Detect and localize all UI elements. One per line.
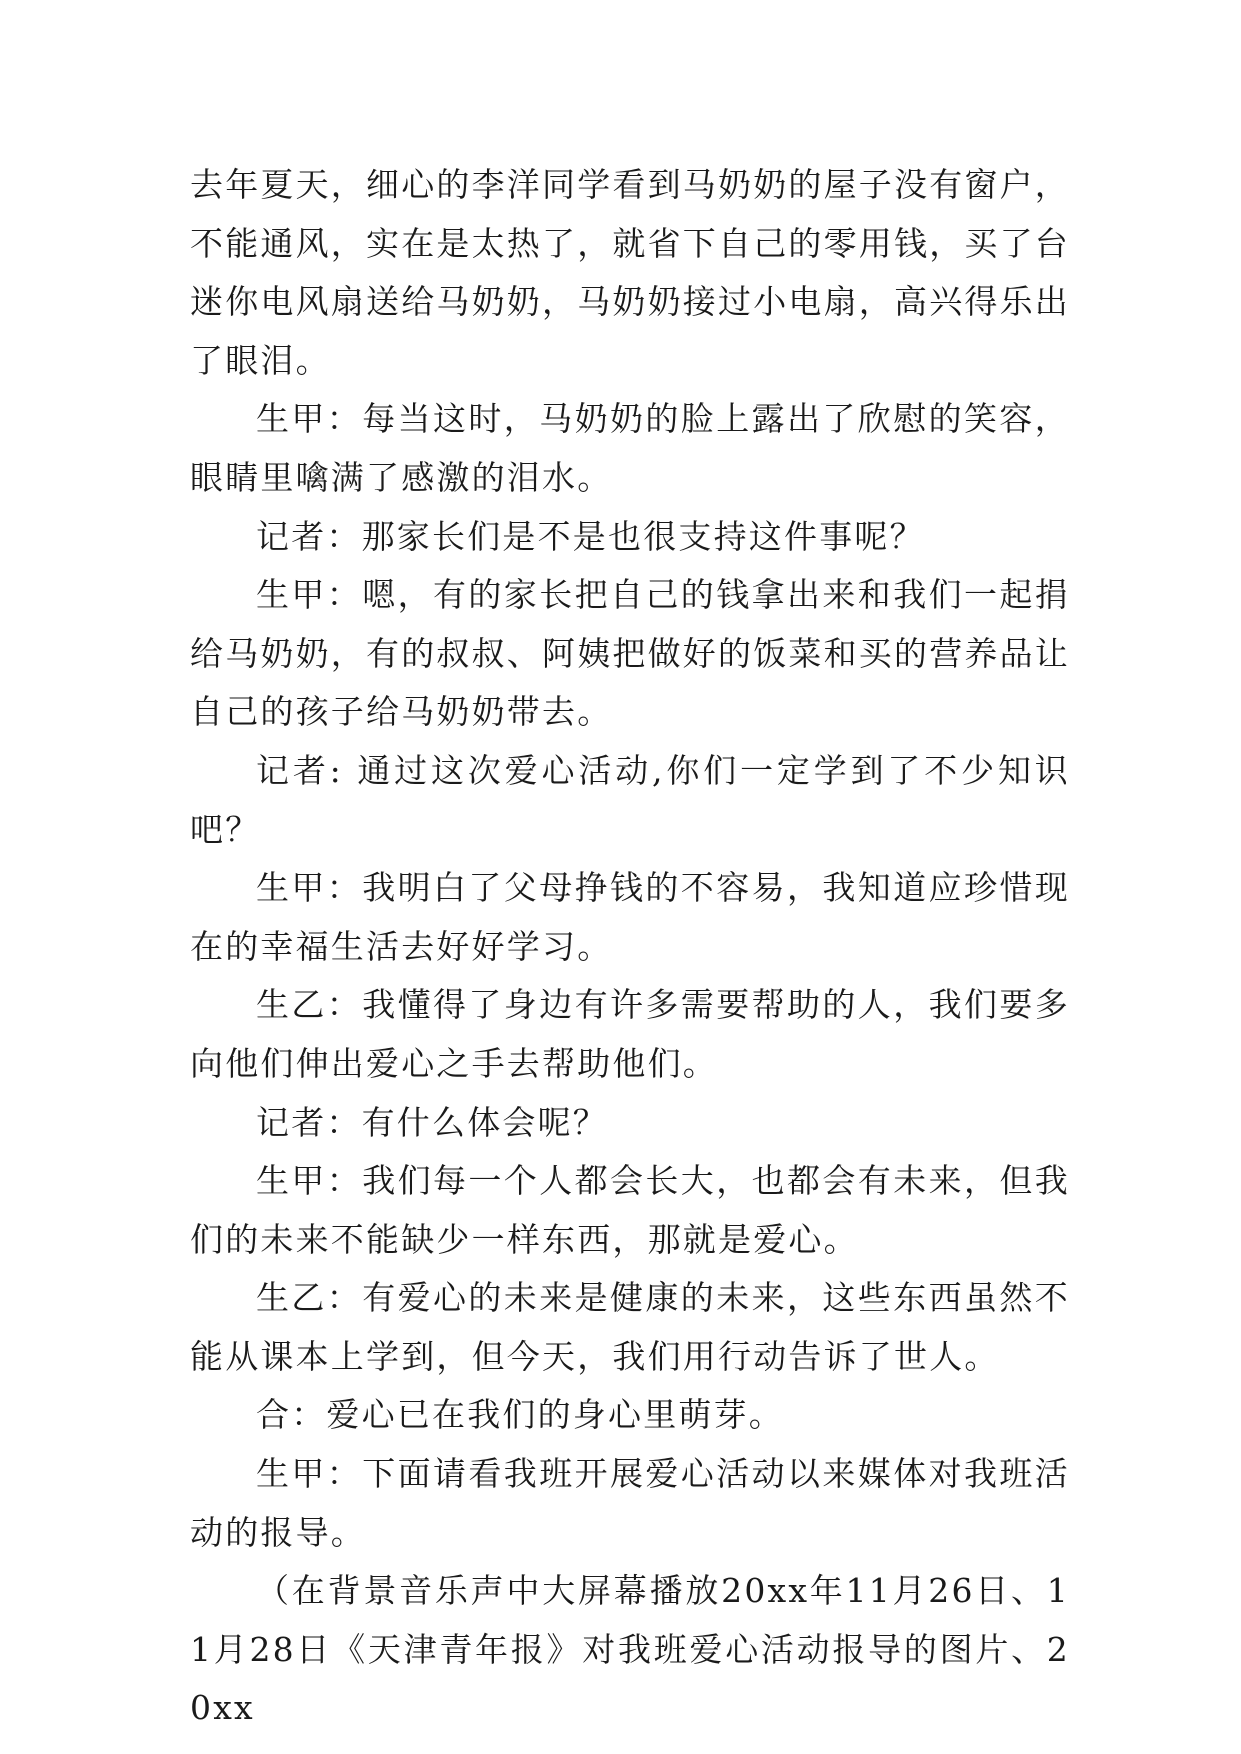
paragraph: 记者: 通过这次爱心活动,你们一定学到了不少知识吧？ [190, 750, 1070, 849]
paragraph: 生甲：嗯，有的家长把自己的钱拿出来和我们一起捐给马奶奶，有的叔叔、阿姨把做好的饭菜和买的营养品让自己的孩子给马奶奶带去。 [190, 575, 1070, 732]
paragraph: 记者：有什么体会呢？ [256, 1102, 608, 1142]
paragraph: （在背景音乐声中大屏幕播放20xx年11月26日、11月28日《天津青年报》对我班爱心活动报导的图片、20xx [190, 1571, 1070, 1728]
paragraph: 合：爱心已在我们的身心里萌芽。 [256, 1395, 784, 1435]
paragraph: 记者：那家长们是不是也很支持这件事呢？ [256, 516, 925, 556]
paragraph: 生乙：有爱心的未来是健康的未来，这些东西虽然不能从课本上学到，但今天，我们用行动告诉了世人。 [190, 1278, 1070, 1376]
paragraph: 生甲：下面请看我班开展爱心活动以来媒体对我班活动的报导。 [190, 1454, 1070, 1552]
paragraph: 生甲：我们每一个人都会长大，也都会有未来，但我们的未来不能缺少一样东西，那就是爱心。 [190, 1161, 1070, 1259]
paragraph: 生甲：每当这时，马奶奶的脸上露出了欣慰的笑容，眼睛里噙满了感激的泪水。 [190, 399, 1070, 497]
paragraph: 去年夏天，细心的李洋同学看到马奶奶的屋子没有窗户，不能通风，实在是太热了，就省下自己的零用钱，买了台迷你电风扇送给马奶奶，马奶奶接过小电扇，高兴得乐出了眼泪。 [190, 165, 1070, 380]
paragraph: 生甲：我明白了父母挣钱的不容易，我知道应珍惜现在的幸福生活去好好学习。 [190, 868, 1070, 966]
paragraph: 生乙：我懂得了身边有许多需要帮助的人，我们要多向他们伸出爱心之手去帮助他们。 [190, 985, 1070, 1083]
document-body [190, 156, 1070, 1738]
